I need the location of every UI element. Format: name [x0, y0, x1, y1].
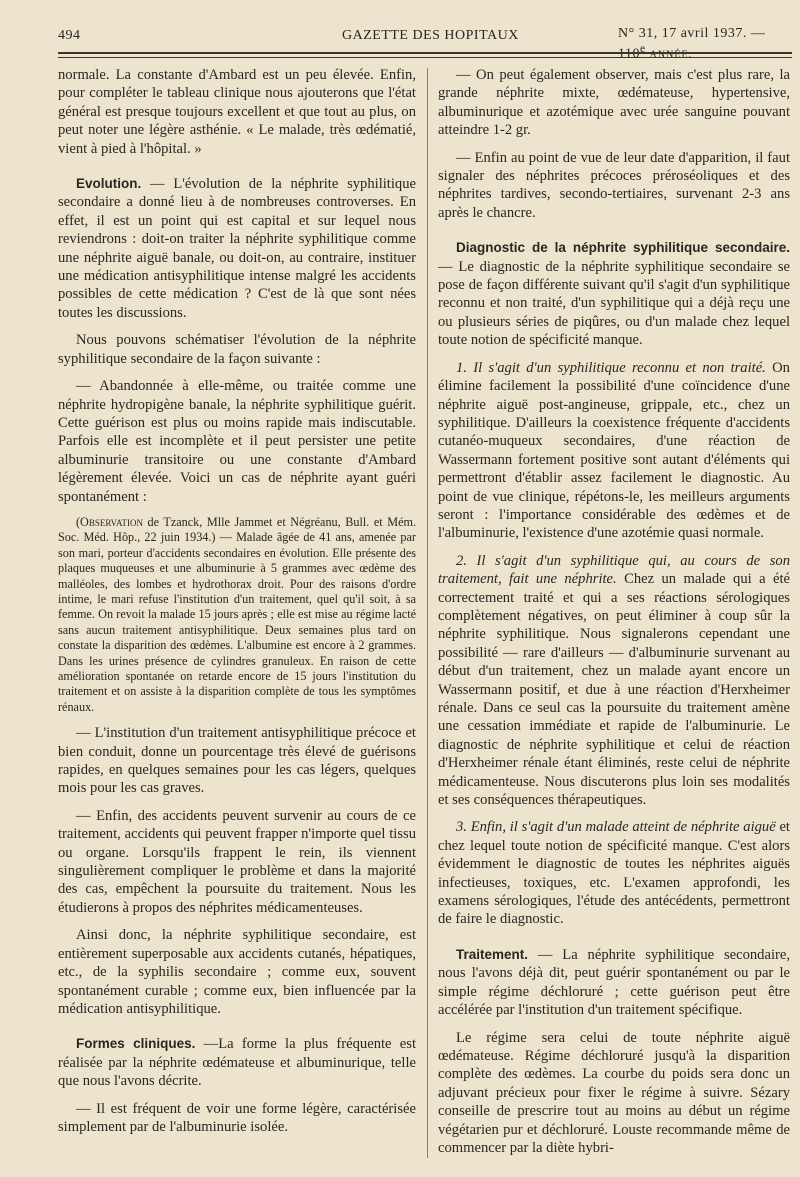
issue-date: N° 31, 17 avril 1937. — 110	[618, 26, 766, 62]
case-lead: 2. Il s'agit d'un syphilitique qui, au cours de son traitement, fait une néphrite.	[438, 552, 790, 588]
section-text: — Le diagnostic de la néphrite syphilitique secondaire se pose de façon différente suivant qu'il s'agit d'un syphilitique reconnu et non traité, d'un syphilitique qui a déjà reçu une ou plusieurs séries de piqûres, ou d'un malade chez lequel toute notion de spécificité manque.	[438, 258, 790, 349]
paragraph: Le régime sera celui de toute néphrite aiguë œdémateuse. Régime déchloruré jusqu'à la disparition complète des œdèmes. La courbe du poids sera donc un adjuvant précieux pour fixer le régime à suivre. Sézary conseille de prescrire tout au moins au début un régime végétarien pur et déchloruré. Louste recommande même de commencer par la diète hybri-	[438, 1029, 790, 1156]
section-heading: Traitement.	[456, 946, 529, 962]
case-text: On élimine facilement la possibilité d'une coïncidence d'une néphrite aiguë post-angineuse, grippale, etc., chez un syphilitique. D'ailleurs la coexistence fréquente d'accidents cutanéo-muqueux secondaires, d'une réaction de Wassermann fortement positive sont autant d'éléments qui permettront d'établir assez facilement le diagnostic. Au point de vue clinique, répétons-le, les meilleurs arguments seront : l'importance considérable des œdèmes et de l'albuminurie, l'existence d'une azotémie quasi normale.	[438, 359, 790, 542]
section-diagnostic	[438, 239, 790, 349]
spacer	[438, 938, 790, 946]
left-column	[58, 66, 416, 1145]
section-text: —La forme la plus fréquente est réalisée par la néphrite œdémateuse et albuminurique, telle que nous l'avons décrite.	[58, 1036, 416, 1090]
section-heading: Evolution.	[76, 176, 142, 192]
journal-title: GAZETTE DES HOPITAUX	[342, 28, 519, 43]
observation-label: (Observation	[76, 514, 143, 529]
spacer	[438, 231, 790, 239]
section-text: — L'évolution de la néphrite syphilitique secondaire a donné lieu à de nombreuses controverses. En effet, il est un point qui est capital et sur lequel nous reviendrons : doit-on traiter la néphrite syphilitique comme une néphrite aiguë banale, ou doit-on, au contraire, instituer une médication antisyphilitique intense malgré les accidents possibles de cette médication ? C'est de là que sont nées toutes les discussions.	[58, 176, 416, 321]
paragraph: normale. La constante d'Ambard est un peu élevée. Enfin, pour compléter le tableau clinique nous ajouterons que l'état général est presque toujours excellent et que tout au plus, on peut noter une légère asthénie. « Le malade, très œdématié, vient à pied à l'hôpital. »	[58, 67, 416, 157]
paragraph: Ainsi donc, la néphrite syphilitique secondaire, est entièrement superposable aux accidents cutanés, hépatiques, etc., de la syphilis secondaire ; comme eux, souvent spontanément curable ; comme eux, bien influencée par la médication antisyphilitique.	[58, 927, 416, 1017]
page-header	[58, 22, 792, 62]
case-text: et chez lequel toute notion de spécificité manque. C'est alors évidemment le diagnostic de toutes les néphrites aiguës infectieuses, toxiques, etc. L'examen approfondi, les examens sérologiques, l'étude des antécédents, permettront de faire le diagnostic.	[438, 819, 790, 928]
case-lead: 3. Enfin, il s'agit d'un malade atteint de néphrite aiguë	[456, 819, 776, 836]
case-text: Chez un malade qui a été correctement traité et qui a ses réactions sérologiques complètement négatives, on peut éliminer à coup sûr la néphrite syphilitique. Nous signalerons cependant une possibilité — rare d'ailleurs — d'albuminurie survenant au début d'un traitement, chez un malade ayant encore un Wassermann positif, et due à une réaction d'Herxheimer rénale. Dans ce seul cas la poursuite du traitement amène une cessation immédiate et rapide de l'albuminurie. Le diagnostic de néphrite syphilitique et celui de réaction d'Herxheimer rénale étant éliminés, reste celui de néphrite médicamenteuse. Nous discuterons plus loin ses modalités et ses conséquences thérapeutiques.	[438, 571, 790, 809]
section-heading: Diagnostic de la néphrite syphilitique secondaire.	[456, 240, 790, 256]
paragraph: — Enfin au point de vue de leur date d'apparition, il faut signaler des néphrites précoces préroséoliques et des néphrites tardives, secondo-tertiaires, survenant 2-3 ans après le chancre.	[438, 149, 790, 221]
column-divider	[427, 68, 428, 1158]
header-rule	[58, 52, 792, 54]
case-3	[438, 818, 790, 928]
case-2	[438, 552, 790, 810]
paragraph: — Enfin, des accidents peuvent survenir au cours de ce traitement, accidents qui peuvent frapper n'importe quel tissu ou organe. Lorsqu'ils frappent le rein, ils viennent singulièrement compliquer le problème et dans la majorité des cas, empêchent la poursuite du traitement. Nous les étudierons à propos des néphrites médicamenteuses.	[58, 807, 416, 916]
case-lead: 1. Il s'agit d'un syphilitique reconnu et non traité.	[456, 359, 766, 376]
section-heading: Formes cliniques.	[76, 1036, 196, 1052]
paragraph: Nous pouvons schématiser l'évolution de la néphrite syphilitique secondaire de la façon suivante :	[58, 332, 416, 367]
observation-note	[58, 515, 416, 715]
section-evolution	[58, 175, 416, 322]
issue-year-label: ANNÉE.	[649, 49, 693, 61]
section-text: — La néphrite syphilitique secondaire, nous l'avons déjà dit, peut guérir spontanément ou par le simple régime déchloruré ; cette guérison peut être accélérée par l'institution d'un traitement spécifique.	[438, 946, 790, 1019]
paragraph: — On peut également observer, mais c'est plus rare, la grande néphrite mixte, œdémateuse, hypertensive, albuminurique et azotémique avec urée sanguine pouvant atteindre 1-2 gr.	[438, 67, 790, 139]
paragraph: — Abandonnée à elle-même, ou traitée comme une néphrite hydropigène banale, la néphrite syphilitique guérit. Cette guérison est plus ou moins rapide mais indiscutable. Parfois elle est incomplète et il peut persister une petite albuminurie transitoire ou une constante d'Ambard légèrement élevée. Voici un cas de néphrite ayant guéri spontanément :	[58, 378, 416, 505]
spacer	[58, 167, 416, 175]
section-formes	[58, 1035, 416, 1090]
paragraph: — Il est fréquent de voir une forme légère, caractérisée simplement par de l'albuminurie isolée.	[58, 1100, 416, 1135]
spacer	[58, 1027, 416, 1035]
section-traitement	[438, 946, 790, 1020]
right-column	[438, 66, 790, 1166]
page-number: 494	[58, 28, 81, 43]
header-rule-thin	[58, 57, 792, 58]
observation-text: de Tzanck, Mlle Jammet et Négréanu, Bull. et Mém. Soc. Méd. Hôp., 22 juin 1934.) — Malade âgée de 41 ans, amenée par son mari, porteur d'accidents secondaires en évolution. Elle présente des plaques muqueuses et une albuminurie à 5 grammes avec œdème des malléoles, des lombes et hydrothorax droit. Pour des raisons d'ordre intime, le mari refuse l'institution d'un traitement, quel qu'il soit, à sa femme. On revoit la malade 15 jours après ; elle est mise au régime lacté sans aucun traitement antisyphilitique. Deux semaines plus tard on constate la disparition des œdèmes. L'albumine est encore à 2 grammes. Dans les urines présence de cylindres granuleux. En raison de cette amélioration spontanée on retarde encore de 15 jours l'institution du traitement et on assiste à la disparition complète de tous les symptômes rénaux.	[58, 514, 416, 714]
paragraph: — L'institution d'un traitement antisyphilitique précoce et bien conduit, donne un pourcentage très élevé de guérisons rapides, en quelques semaines pour les cas légers, quelques mois pour les cas graves.	[58, 725, 416, 797]
issue-ordinal: e	[639, 42, 646, 55]
case-1	[438, 359, 790, 543]
